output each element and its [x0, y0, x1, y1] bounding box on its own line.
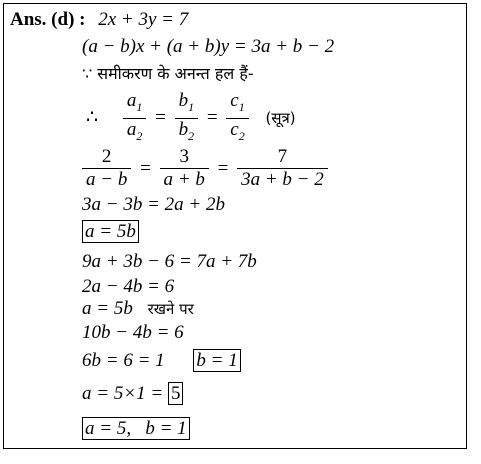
step-3: 2a − 4b = 6 [82, 276, 175, 297]
formula-fraction-2: $\frac{b_1}{b_2}$ [175, 90, 199, 147]
answer-header [10, 9, 188, 31]
therefore-symbol: ∴ [86, 107, 99, 129]
step-4-math: a = 5b [82, 298, 133, 319]
step-1: 3a − 3b = 2a + 2b [82, 194, 225, 215]
formula-fraction-1: $\frac{a_1}{a_2}$ [123, 90, 147, 147]
final-answer-boxed: a = 5, b = 1 [82, 418, 190, 440]
step-6: 6b = 6 = 1 [82, 350, 165, 371]
given-equation-2: (a − b)x + (a + b)y = 3a + b − 2 [82, 36, 335, 57]
formula-note: (सूत्र) [265, 109, 296, 128]
ratio-fraction-3: $\frac{7}{3a + b - 2}$ [237, 146, 328, 191]
step-7-boxed-value: 5 [168, 382, 184, 405]
ratio-fraction-2: $\frac{3}{a + b}$ [160, 146, 209, 191]
ratio-fraction-1: $\frac{2}{a - b}$ [82, 146, 131, 191]
formula-fraction-3: $\frac{c_1}{c_2}$ [226, 90, 248, 147]
step-4-text: रखने पर [147, 300, 194, 318]
given-equation-1: 2x + 3y = 7 [98, 9, 189, 30]
ratio-row: $\frac{2}{a - b}$ = $\frac{3}{a + b}$ = $\frac{7}{3a + b - 2}$ [82, 146, 328, 191]
step-5: 10b − 4b = 6 [82, 322, 184, 343]
condition-text: ∵ समीकरण के अनन्त हल हैं- [82, 64, 254, 83]
step-4 [82, 298, 194, 320]
step-2: 9a + 3b − 6 = 7a + 7b [82, 251, 257, 272]
answer-label: Ans. (d) : [10, 9, 86, 30]
step-6-row [82, 350, 241, 372]
formula-row: ∴ $\frac{a_1}{a_2}$ = $\frac{b_1}{b_2}$ = $\frac{c_1}{c_2}$ (सूत्र) [82, 90, 300, 147]
step-7: a = 5×1 = [82, 383, 164, 404]
result-b-boxed: b = 1 [193, 349, 240, 372]
result-a-boxed: a = 5b [82, 221, 139, 243]
step-7-row [82, 383, 183, 405]
answer-card [3, 3, 467, 449]
